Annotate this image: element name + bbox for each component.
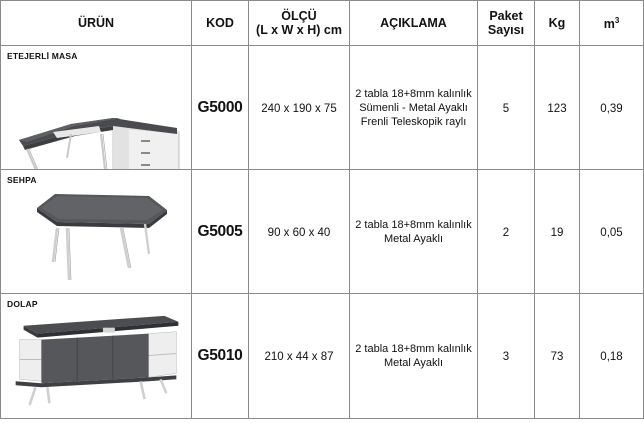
header-size: ÖLÇÜ (L x W x H) cm xyxy=(249,1,350,46)
product-weight: 73 xyxy=(535,294,580,419)
header-description: AÇIKLAMA xyxy=(350,1,478,46)
product-size: 210 x 44 x 87 xyxy=(249,294,350,419)
product-name: SEHPA xyxy=(7,175,37,185)
product-code: G5010 xyxy=(192,294,249,419)
product-packages: 2 xyxy=(478,170,535,294)
product-code: G5000 xyxy=(192,46,249,170)
header-row xyxy=(1,1,644,46)
product-size: 240 x 190 x 75 xyxy=(249,46,350,170)
product-description: 2 tabla 18+8mm kalınlık Metal Ayaklı xyxy=(350,170,478,294)
product-cell xyxy=(1,46,192,170)
table-row xyxy=(1,46,644,170)
product-volume: 0,39 xyxy=(580,46,644,170)
product-code: G5005 xyxy=(192,170,249,294)
product-name: ETEJERLİ MASA xyxy=(7,51,78,61)
sideboard-cabinet-icon xyxy=(1,294,191,417)
product-volume: 0,05 xyxy=(580,170,644,294)
product-cell xyxy=(1,170,192,294)
header-product: ÜRÜN xyxy=(1,1,192,46)
coffee-table-icon xyxy=(1,170,191,293)
header-volume: $m^3$ xyxy=(580,1,644,46)
header-code: KOD xyxy=(192,1,249,46)
product-size: 90 x 60 x 40 xyxy=(249,170,350,294)
product-packages: 5 xyxy=(478,46,535,170)
header-packages: Paket Sayısı xyxy=(478,1,535,46)
product-description: 2 tabla 18+8mm kalınlık Metal Ayaklı xyxy=(350,294,478,419)
l-shaped-desk-with-drawer-unit-icon xyxy=(1,46,191,169)
product-name: DOLAP xyxy=(7,299,38,309)
product-description: 2 tabla 18+8mm kalınlık Sümenli - Metal Ayaklı Frenli Teleskopik raylı xyxy=(350,46,478,170)
table-row xyxy=(1,170,644,294)
product-weight: 19 xyxy=(535,170,580,294)
product-packages: 3 xyxy=(478,294,535,419)
header-weight: Kg xyxy=(535,1,580,46)
product-volume: 0,18 xyxy=(580,294,644,419)
table-row xyxy=(1,294,644,419)
product-weight: 123 xyxy=(535,46,580,170)
product-cell xyxy=(1,294,192,419)
